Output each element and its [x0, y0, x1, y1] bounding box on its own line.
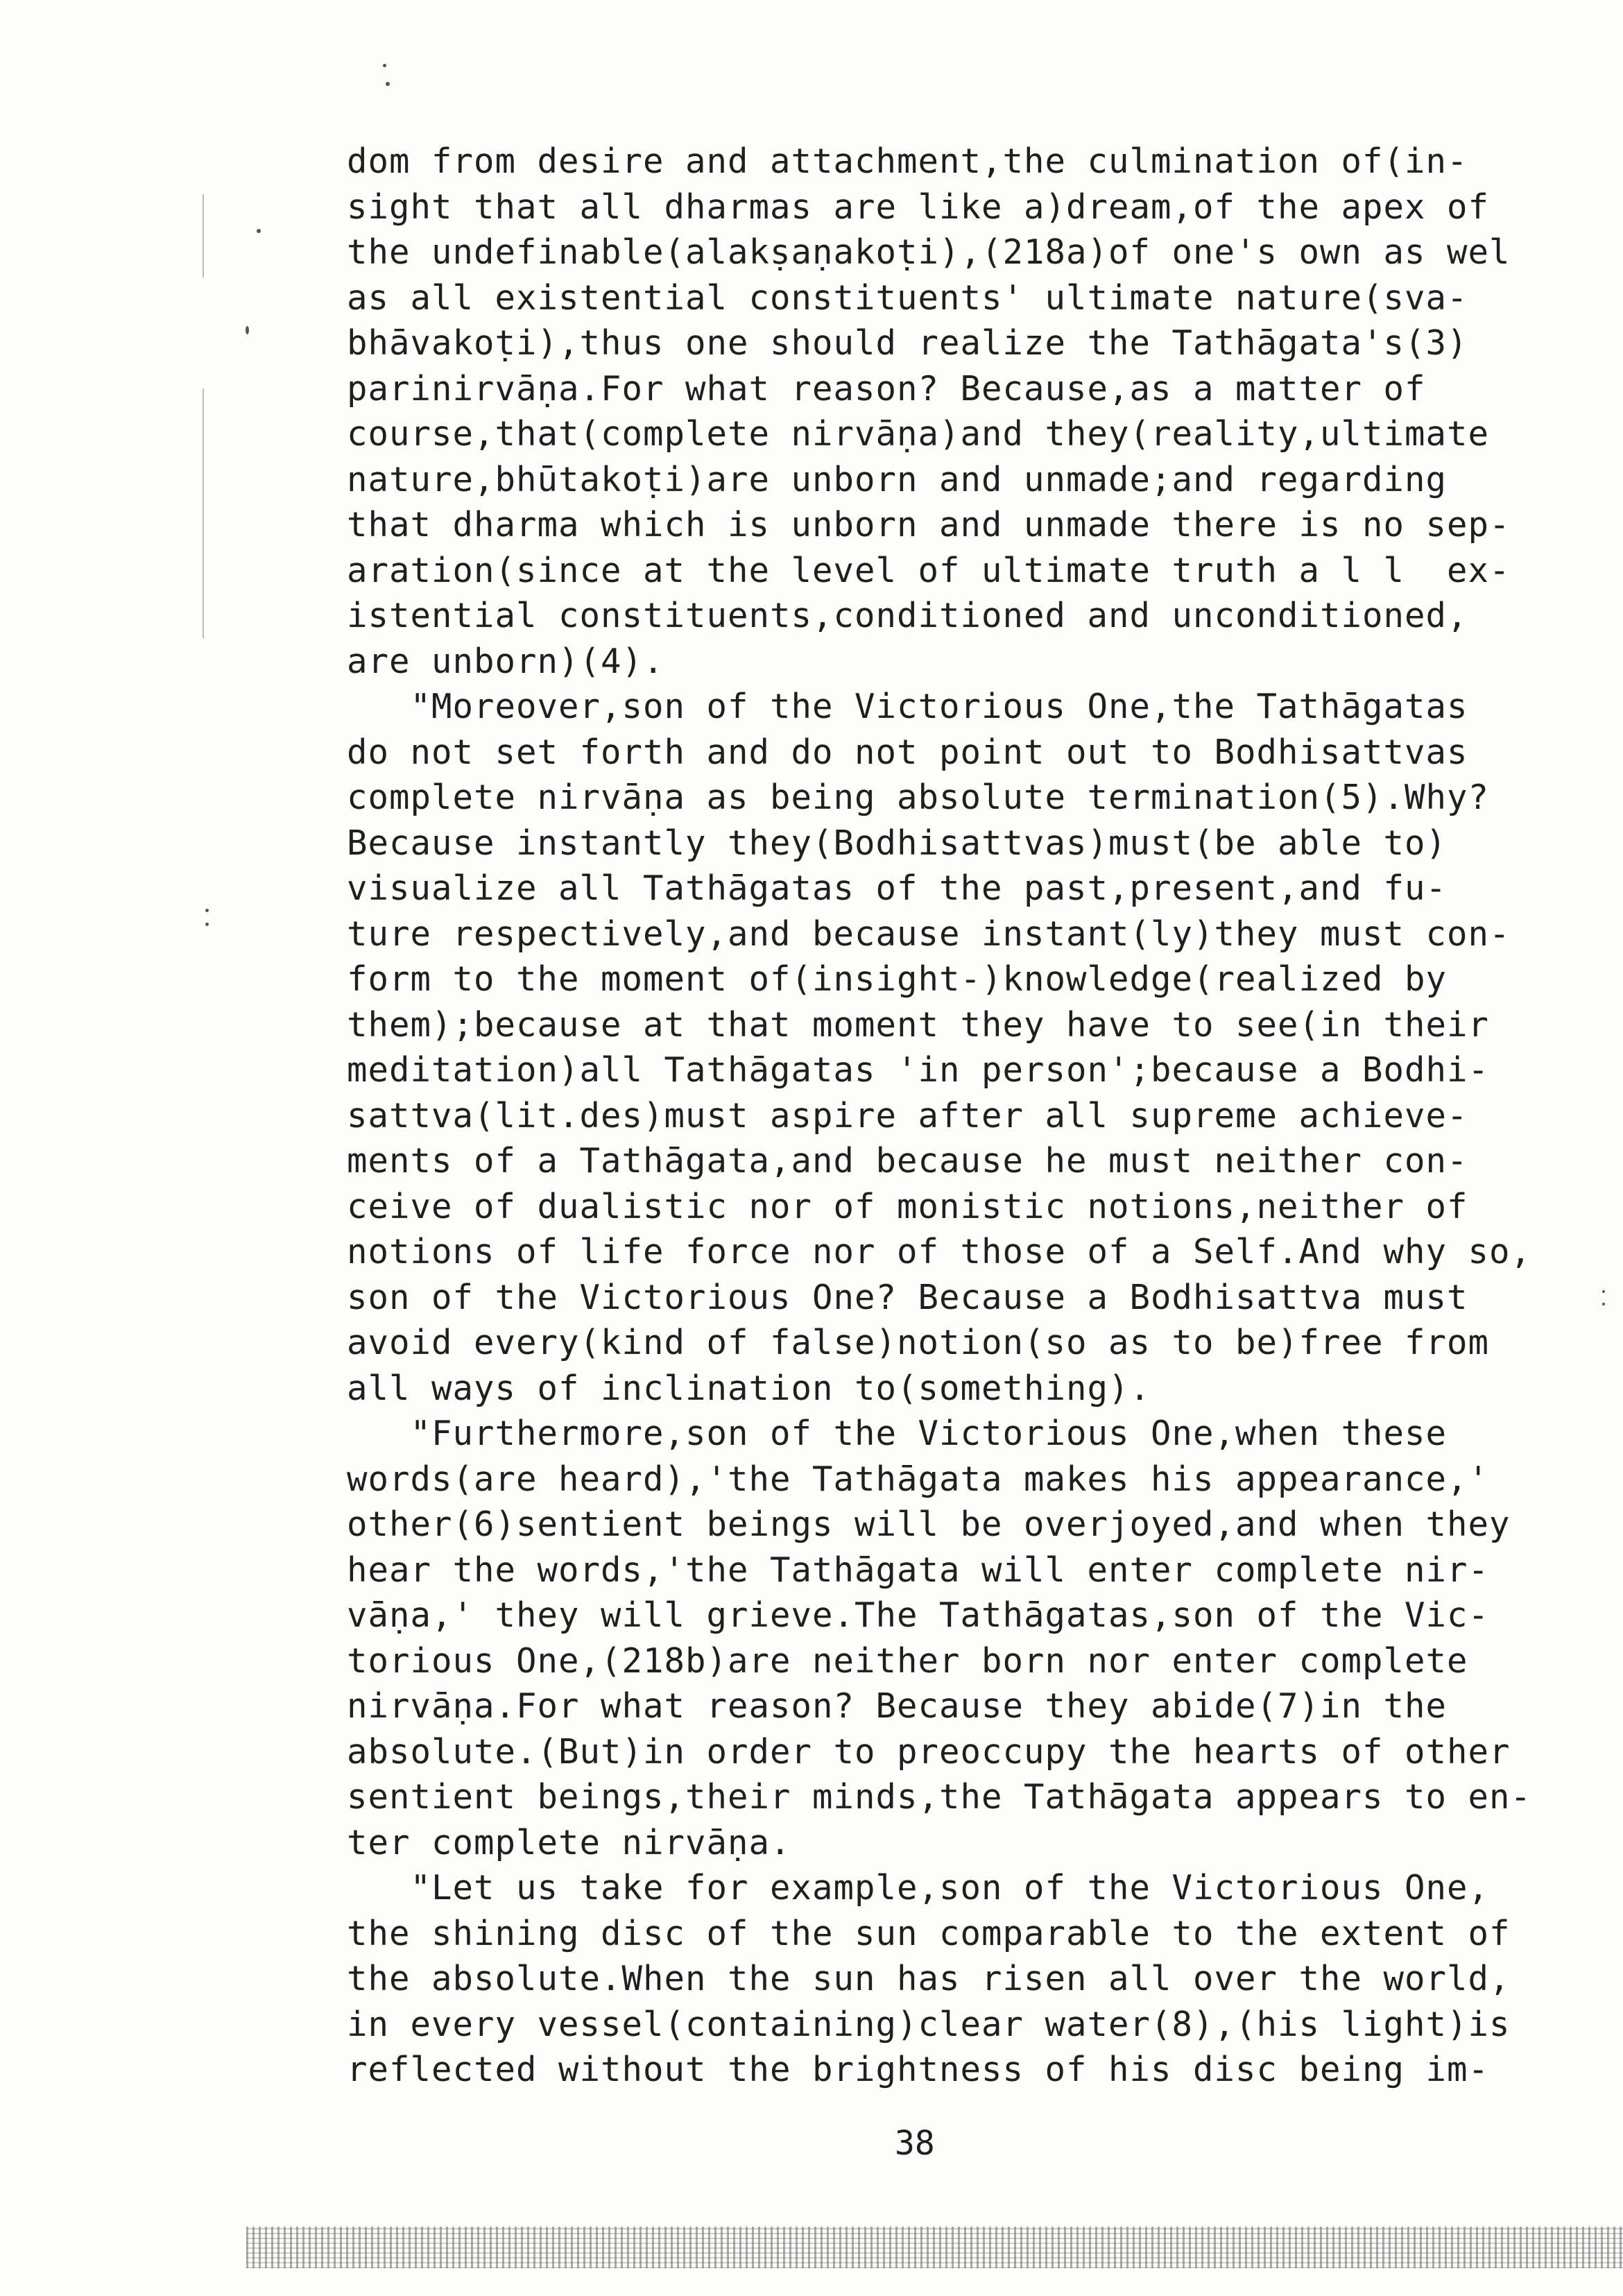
text-line: istential constituents,conditioned and unconditioned, [347, 596, 1468, 635]
text-line: them);because at that moment they have to see(in their [347, 1004, 1490, 1045]
margin-speck [205, 923, 209, 926]
text-line: son of the Victorious One? Because a Bodhisattva must [347, 1277, 1468, 1317]
text-line: vāṇa,' they will grieve.The Tathāgatas,son of the Vic- [347, 1595, 1490, 1635]
text-line: course,that(complete nirvāṇa)and they(reality,ultimate [347, 414, 1490, 454]
page-number: 38 [895, 2124, 935, 2163]
margin-speck [257, 229, 261, 233]
text-line: sattva(lit.des)must aspire after all supreme achieve- [347, 1095, 1468, 1136]
text-line: Because instantly they(Bodhisattvas)must(be able to) [347, 823, 1448, 863]
text-line: nature,bhūtakoṭi)are unborn and unmade;and regarding [347, 459, 1448, 499]
text-line: meditation)all Tathāgatas 'in person';because a Bodhi- [347, 1050, 1490, 1090]
text-line: dom from desire and attachment,the culmination of(in- [347, 142, 1468, 181]
text-line: are unborn)(4). [347, 641, 664, 681]
text-line: complete nirvāṇa as being absolute termination(5).Why? [347, 778, 1490, 817]
text-line: the shining disc of the sun comparable to the extent of [347, 1913, 1511, 1953]
margin-speck [205, 909, 209, 912]
text-line: ments of a Tathāgata,and because he must neither con- [347, 1141, 1468, 1181]
text-line: do not set forth and do not point out to Bodhisattvas [347, 732, 1468, 772]
margin-speck [246, 326, 249, 334]
text-line: ceive of dualistic nor of monistic notions,neither of [347, 1186, 1468, 1226]
text-line: reflected without the brightness of his disc being im- [347, 2050, 1490, 2089]
text-line: sentient beings,their minds,the Tathāgata appears to en- [347, 1777, 1532, 1817]
text-line: notions of life force nor of those of a Self.And why so, [347, 1232, 1532, 1271]
text-line: in every vessel(containing)clear water(8),(his light)is [347, 2004, 1511, 2044]
text-line: nirvāṇa.For what reason? Because they abide(7)in the [347, 1686, 1448, 1726]
text-line: absolute.(But)in order to preoccupy the hearts of other [347, 1731, 1511, 1772]
text-line: "Let us take for example,son of the Victorious One, [347, 1868, 1490, 1908]
text-line: "Moreover,son of the Victorious One,the Tathāgatas [347, 687, 1468, 726]
text-line: the absolute.When the sun has risen all over the world, [347, 1959, 1511, 1998]
text-line: sight that all dharmas are like a)dream,of the apex of [347, 187, 1490, 227]
margin-speck [383, 64, 386, 67]
margin-rule [203, 194, 204, 277]
body-text [347, 139, 1623, 2093]
text-line: as all existential constituents' ultimate nature(sva- [347, 277, 1468, 318]
text-line: parinirvāṇa.For what reason? Because,as a matter of [347, 368, 1426, 409]
margin-speck [386, 82, 390, 86]
text-line: ter complete nirvāṇa. [347, 1822, 791, 1862]
text-line: hear the words,'the Tathāgata will enter complete nir- [347, 1550, 1490, 1590]
text-line: the undefinable(alakṣaṇakoṭi),(218a)of one's own as wel [347, 232, 1511, 272]
text-line: avoid every(kind of false)notion(so as to be)free from [347, 1323, 1490, 1362]
text-line: torious One,(218b)are neither born nor enter complete [347, 1640, 1468, 1681]
text-line: other(6)sentient beings will be overjoyed,and when they [347, 1505, 1511, 1544]
margin-rule [203, 388, 204, 638]
text-line: that dharma which is unborn and unmade there is no sep- [347, 505, 1511, 545]
text-line: visualize all Tathāgatas of the past,present,and fu- [347, 868, 1448, 908]
scan-noise-strip [246, 2227, 1623, 2268]
text-line: words(are heard),'the Tathāgata makes his appearance,' [347, 1459, 1490, 1499]
text-line: aration(since at the level of ultimate truth a l l ex- [347, 550, 1511, 590]
text-line: bhāvakoṭi),thus one should realize the Tathāgata's(3) [347, 323, 1468, 363]
text-line: "Furthermore,son of the Victorious One,when these [347, 1414, 1448, 1453]
text-line: form to the moment of(insight-)knowledge(realized by [347, 959, 1448, 999]
text-line: all ways of inclination to(something). [347, 1368, 1151, 1408]
text-line: ture respectively,and because instant(ly)they must con- [347, 914, 1511, 954]
